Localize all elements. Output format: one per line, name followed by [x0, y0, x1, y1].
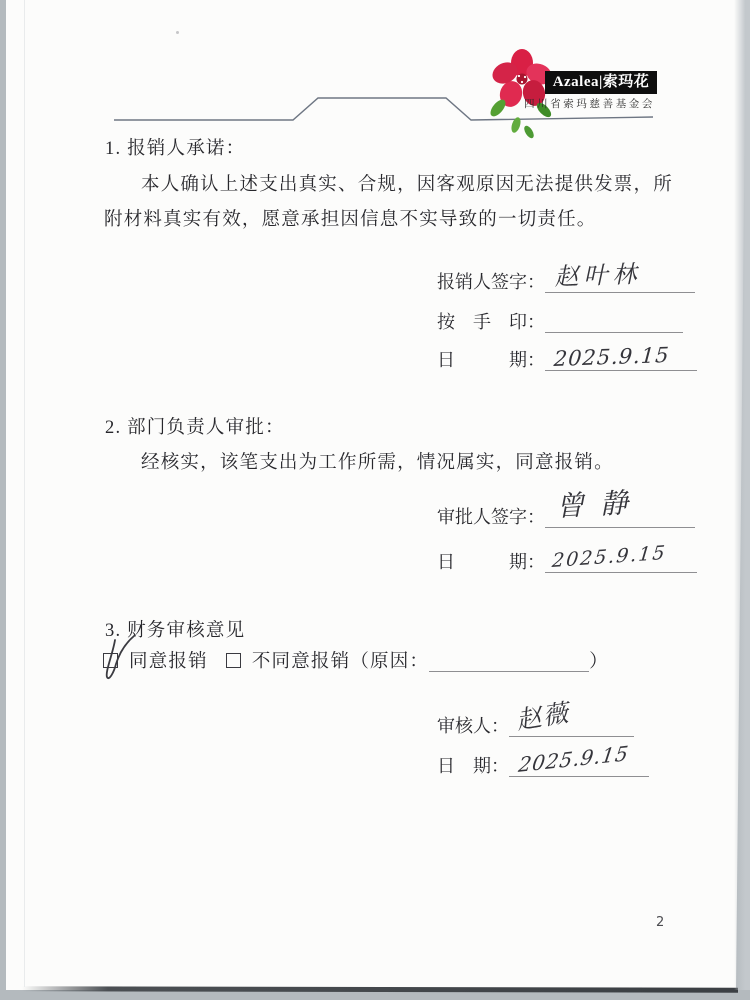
disagree-label: 不同意报销: [251, 652, 351, 672]
org-name-text: 四川省索玛慈善基金会: [524, 99, 655, 110]
agree-checkmark-icon: [97, 632, 143, 686]
reviewer-signature-row: [437, 697, 634, 738]
approver-date-label: 日 期：: [437, 552, 545, 572]
header-rule: [0, 0, 750, 140]
fingerprint-row: [437, 308, 683, 334]
claimant-date-line: [545, 342, 697, 371]
page-number: 2: [656, 915, 665, 930]
section2-heading: 2. 部门负责人审批：: [105, 418, 285, 438]
approver-date-line: [545, 541, 697, 573]
paper-bottom-shadow: [22, 986, 738, 992]
paper-right-shade: [734, 0, 750, 990]
claimant-date-handwriting: 2025.9.15: [553, 342, 671, 371]
reviewer-label: 审核人：: [437, 716, 509, 736]
reviewer-date-label: 日 期：: [437, 756, 509, 776]
fingerprint-label: 按 手 印：: [437, 312, 545, 332]
claimant-signature-row: [437, 259, 695, 294]
approver-date-handwriting: 2025.9.15: [551, 541, 668, 572]
approver-signature-line: [545, 485, 695, 528]
approver-signature-handwriting: 曾静: [555, 485, 645, 524]
claimant-date-label: 日 期：: [437, 350, 545, 370]
claimant-signature-label: 报销人签字：: [437, 272, 545, 292]
azalea-flower-icon: [486, 46, 566, 142]
claimant-signature-line: [545, 259, 695, 293]
fingerprint-line: [545, 311, 683, 333]
reason-close-paren: ）: [589, 652, 609, 672]
logo-title-text: Azalea|索玛花: [552, 74, 650, 90]
approver-signature-row: [437, 485, 695, 529]
checkbox-disagree: [226, 653, 241, 668]
section1-heading: 1. 报销人承诺：: [105, 139, 246, 159]
reviewer-date-line: [509, 740, 649, 777]
reason-prefix: （原因：: [350, 652, 430, 672]
agree-label: 同意报销: [129, 652, 208, 672]
logo-wordmark: [545, 71, 657, 94]
approver-signature-label: 审批人签字：: [437, 507, 545, 527]
reviewer-date-row: [437, 740, 649, 778]
section2-paragraph-line1: 经核实，该笔支出为工作所需，情况属实，同意报销。: [141, 453, 614, 473]
claimant-date-row: [437, 342, 697, 372]
section3-heading: 3. 财务审核意见: [105, 621, 246, 641]
reason-line: [429, 650, 589, 672]
reviewer-signature-handwriting: 赵薇: [514, 697, 573, 736]
reviewer-date-handwriting: 2025.9.15: [517, 740, 631, 777]
claimant-signature-handwriting: 赵叶林: [553, 259, 642, 292]
section1-paragraph-line1: 本人确认上述支出真实、合规，因客观原因无法提供发票，所: [141, 175, 673, 195]
section1-paragraph-line2: 附材料真实有效，愿意承担因信息不实导致的一切责任。: [104, 210, 597, 230]
approver-date-row: [437, 541, 697, 574]
finance-options-row: [103, 647, 609, 673]
reviewer-signature-line: [509, 697, 634, 737]
paper-fold-line: [24, 0, 25, 987]
